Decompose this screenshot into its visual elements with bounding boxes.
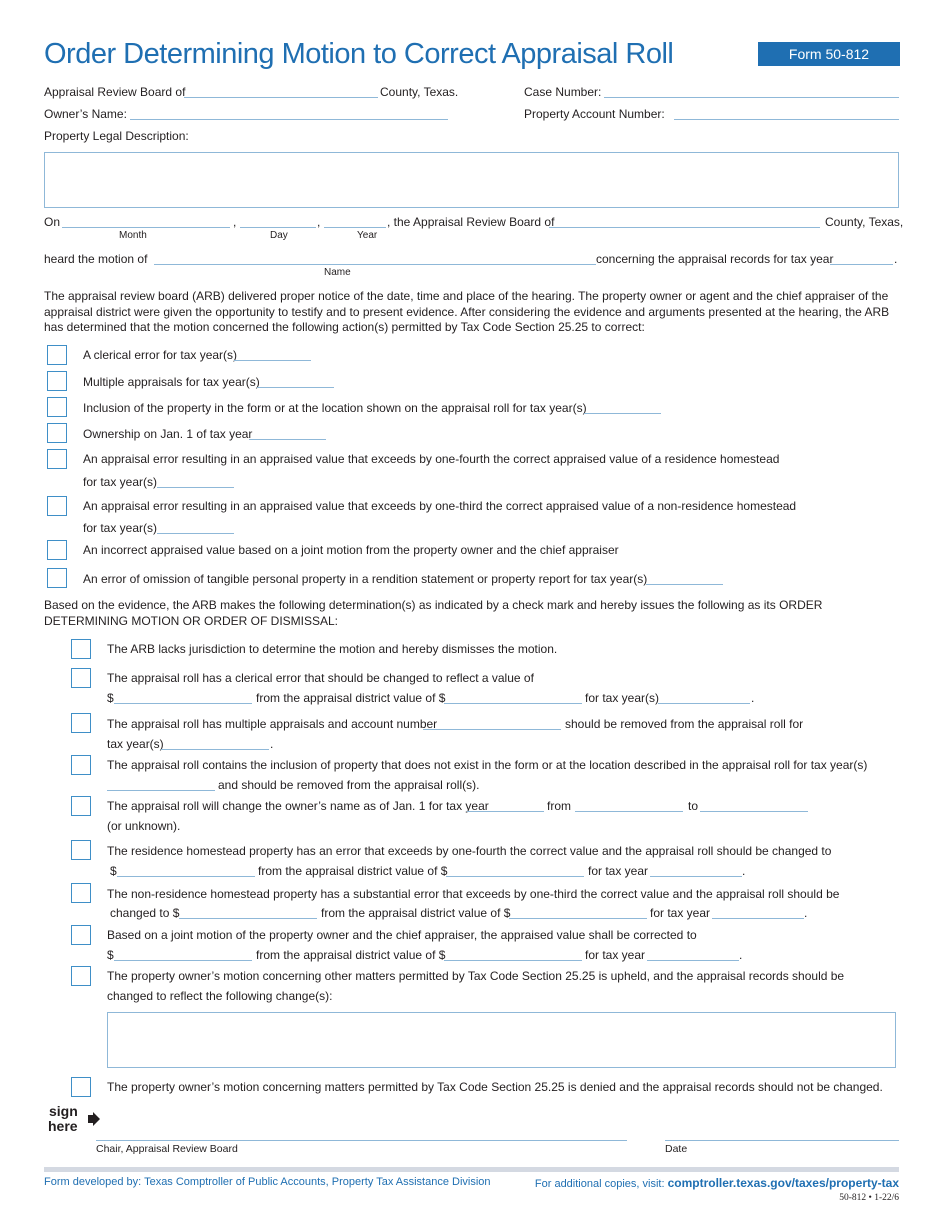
case-number-input[interactable] bbox=[604, 97, 899, 98]
or-unknown-label: (or unknown). bbox=[107, 819, 181, 833]
clerical-change-checkbox[interactable] bbox=[71, 668, 91, 688]
copies-prefix: For additional copies, visit: bbox=[534, 1178, 665, 1190]
joint-motion-district-value-input[interactable] bbox=[444, 960, 582, 961]
removed-from-rolls-label: and should be removed from the appraisal roll(s). bbox=[218, 778, 480, 792]
additional-copies-text bbox=[535, 1176, 899, 1190]
changed-to-label: changed to $ bbox=[110, 906, 180, 920]
from-district-value-label: from the appraisal district value of $ bbox=[256, 691, 446, 705]
year-input[interactable] bbox=[324, 227, 386, 228]
residence-homestead-error-checkbox[interactable] bbox=[47, 449, 67, 469]
form-code: 50-812 • 1-22/6 bbox=[839, 1193, 899, 1203]
residence-homestead-change-label: The residence homestead property has an error that exceeds by one-fourth the correct value and the appraisal roll should be changed to bbox=[107, 844, 832, 858]
residence-new-value-input[interactable] bbox=[117, 876, 255, 877]
nonexistent-property-label: The appraisal roll contains the inclusion of property that does not exist in the form or at the location described in the appraisal roll for tax year(s) bbox=[107, 758, 868, 772]
joint-motion-label: An incorrect appraised value based on a joint motion from the property owner and the chief appraiser bbox=[83, 543, 619, 557]
non-residence-district-value-input[interactable] bbox=[509, 918, 647, 919]
period-label: . bbox=[894, 252, 898, 266]
new-owner-input[interactable] bbox=[700, 811, 808, 812]
property-account-number-input[interactable] bbox=[674, 119, 899, 120]
ownership-checkbox[interactable] bbox=[47, 423, 67, 443]
case-number-label: Case Number: bbox=[524, 85, 602, 99]
heard-motion-label: heard the motion of bbox=[44, 252, 148, 266]
month-caption: Month bbox=[119, 230, 147, 241]
other-matters-upheld-label: The property owner’s motion concerning other matters permitted by Tax Code Section 25.25 is upheld, and the appraisal records should be bbox=[107, 969, 845, 983]
motion-denied-checkbox[interactable] bbox=[71, 1077, 91, 1097]
residence-homestead-tax-label: for tax year(s) bbox=[83, 475, 158, 489]
name-caption: Name bbox=[324, 267, 351, 278]
account-number-input[interactable] bbox=[423, 729, 561, 730]
period-label: . bbox=[751, 691, 755, 705]
removed-from-roll-label: should be removed from the appraisal roll for bbox=[565, 717, 804, 731]
from-district-value-label: from the appraisal district value of $ bbox=[321, 906, 511, 920]
comma-label: , bbox=[317, 215, 321, 229]
footer-divider bbox=[44, 1167, 899, 1172]
determination-paragraph: Based on the evidence, the ARB makes the following determination(s) as indicated by a check mark and hereby issues the following as its ORDER DETERMINING MOTION OR ORDER OF DISMISSAL: bbox=[44, 598, 823, 628]
county-texas-label: County, Texas. bbox=[380, 85, 459, 99]
residence-homestead-tax-year-input[interactable] bbox=[157, 487, 234, 488]
ownership-label: Ownership on Jan. 1 of tax year bbox=[83, 427, 253, 441]
clerical-error-checkbox[interactable] bbox=[47, 345, 67, 365]
non-residence-homestead-change-checkbox[interactable] bbox=[71, 883, 91, 903]
previous-owner-input[interactable] bbox=[575, 811, 683, 812]
multiple-appraisals-checkbox[interactable] bbox=[47, 371, 67, 391]
residence-homestead-error-label: An appraisal error resulting in an appraised value that exceeds by one-fourth the correct appraised value of a residence homestead bbox=[83, 452, 780, 466]
owners-name-input[interactable] bbox=[130, 119, 448, 120]
omission-tax-year-input[interactable] bbox=[646, 584, 723, 585]
following-changes-label: changed to reflect the following change(s): bbox=[107, 989, 333, 1003]
multiple-appraisals-removal-tax-year-input[interactable] bbox=[161, 749, 269, 750]
here-label: here bbox=[48, 1118, 78, 1134]
period-label: . bbox=[270, 737, 274, 751]
clerical-error-tax-year-input[interactable] bbox=[234, 360, 311, 361]
clerical-district-value-input[interactable] bbox=[444, 703, 582, 704]
residence-district-value-input[interactable] bbox=[446, 876, 584, 877]
owner-name-change-checkbox[interactable] bbox=[71, 796, 91, 816]
arb-county-input[interactable] bbox=[184, 97, 378, 98]
comma-label: , bbox=[233, 215, 237, 229]
day-caption: Day bbox=[270, 230, 288, 241]
from-district-value-label: from the appraisal district value of $ bbox=[256, 948, 446, 962]
concerning-label: concerning the appraisal records for tax year bbox=[596, 252, 834, 266]
motion-denied-label: The property owner’s motion concerning matters permitted by Tax Code Section 25.25 is denied and the appraisal records should not be changed. bbox=[107, 1080, 883, 1094]
tax-years-label: tax year(s) bbox=[107, 737, 164, 751]
joint-motion-correction-checkbox[interactable] bbox=[71, 925, 91, 945]
non-residence-homestead-change-label: The non-residence homestead property has a substantial error that exceeds by one-third the correct value and the appraisal roll should be bbox=[107, 887, 840, 901]
from-label: from bbox=[547, 799, 571, 813]
joint-motion-checkbox[interactable] bbox=[47, 540, 67, 560]
inclusion-tax-year-input[interactable] bbox=[584, 413, 661, 414]
residence-homestead-change-checkbox[interactable] bbox=[71, 840, 91, 860]
hearing-county-texas-label: County, Texas, bbox=[825, 215, 904, 229]
omission-checkbox[interactable] bbox=[47, 568, 67, 588]
ownership-tax-year-input[interactable] bbox=[249, 439, 326, 440]
for-tax-years-label: for tax year(s) bbox=[585, 691, 660, 705]
non-residence-homestead-error-label: An appraisal error resulting in an appraised value that exceeds by one-third the correct appraised value of a non-residence homestead bbox=[83, 499, 797, 513]
period-label: . bbox=[739, 948, 743, 962]
for-tax-year-label: for tax year bbox=[650, 906, 711, 920]
developed-by-text: Form developed by: Texas Comptroller of Public Accounts, Property Tax Assistance Division bbox=[44, 1176, 491, 1188]
property-account-number-label: Property Account Number: bbox=[524, 107, 665, 121]
page-title: Order Determining Motion to Correct Appraisal Roll bbox=[44, 38, 674, 70]
from-district-value-label: from the appraisal district value of $ bbox=[258, 864, 448, 878]
owner-name-change-label: The appraisal roll will change the owner’s name as of Jan. 1 for tax year bbox=[107, 799, 489, 813]
owner-name-change-tax-year-input[interactable] bbox=[467, 811, 544, 812]
joint-motion-tax-year-input[interactable] bbox=[647, 960, 739, 961]
inclusion-label: Inclusion of the property in the form or at the location shown on the appraisal roll for tax year(s) bbox=[83, 401, 587, 415]
intro-paragraph: The appraisal review board (ARB) delivered proper notice of the date, time and place of the hearing. The property owner or agent and the chief appraiser of the appraisal district were given the opportunity to testify and to present evidence. After considering the evidence and arguments presented at the hearing, the ARB has determined that the motion concerned the following action(s) permitted by Tax Code Section 25.25 to correct: bbox=[44, 289, 890, 334]
joint-motion-new-value-input[interactable] bbox=[114, 960, 252, 961]
owners-name-label: Owner’s Name: bbox=[44, 107, 127, 121]
lacks-jurisdiction-label: The ARB lacks jurisdiction to determine the motion and hereby dismisses the motion. bbox=[107, 642, 558, 656]
clerical-new-value-input[interactable] bbox=[114, 703, 252, 704]
form-number-label: Form 50-812 bbox=[788, 46, 870, 62]
non-residence-homestead-tax-label: for tax year(s) bbox=[83, 521, 158, 535]
period-label: . bbox=[804, 906, 808, 920]
year-caption: Year bbox=[357, 230, 378, 241]
for-tax-year-label: for tax year bbox=[585, 948, 646, 962]
joint-motion-correction-label: Based on a joint motion of the property owner and the chief appraiser, the appraised value shall be corrected to bbox=[107, 928, 697, 942]
multiple-appraisals-tax-year-input[interactable] bbox=[257, 387, 334, 388]
motion-name-input[interactable] bbox=[154, 264, 596, 265]
arrow-right-icon bbox=[88, 1112, 100, 1126]
multiple-appraisals-removal-checkbox[interactable] bbox=[71, 713, 91, 733]
dollar-label: $ bbox=[110, 864, 117, 878]
clerical-tax-year-input[interactable] bbox=[658, 703, 750, 704]
period-label: . bbox=[742, 864, 746, 878]
date-label: Date bbox=[665, 1143, 688, 1155]
property-legal-description-label: Property Legal Description: bbox=[44, 129, 189, 143]
clerical-error-label: A clerical error for tax year(s) bbox=[83, 348, 238, 362]
to-label: to bbox=[688, 799, 699, 813]
dollar-label: $ bbox=[107, 691, 114, 705]
multiple-appraisals-label: Multiple appraisals for tax year(s) bbox=[83, 375, 260, 389]
non-residence-homestead-error-checkbox[interactable] bbox=[47, 496, 67, 516]
following-changes-input[interactable] bbox=[107, 1012, 896, 1068]
lacks-jurisdiction-checkbox[interactable] bbox=[71, 639, 91, 659]
chair-label: Chair, Appraisal Review Board bbox=[96, 1143, 238, 1155]
day-input[interactable] bbox=[240, 227, 316, 228]
for-tax-year-label: for tax year bbox=[588, 864, 649, 878]
tax-year-input[interactable] bbox=[830, 264, 893, 265]
property-legal-description-input[interactable] bbox=[44, 152, 899, 208]
dollar-label: $ bbox=[107, 948, 114, 962]
signature-date-input[interactable] bbox=[665, 1140, 899, 1141]
non-residence-tax-year-input[interactable] bbox=[712, 918, 804, 919]
nonexistent-property-checkbox[interactable] bbox=[71, 755, 91, 775]
on-label: On bbox=[44, 215, 61, 229]
non-residence-new-value-input[interactable] bbox=[179, 918, 317, 919]
hearing-county-input[interactable] bbox=[549, 227, 820, 228]
non-residence-homestead-tax-year-input[interactable] bbox=[157, 533, 234, 534]
month-input[interactable] bbox=[62, 227, 230, 228]
inclusion-checkbox[interactable] bbox=[47, 397, 67, 417]
chair-signature-input[interactable] bbox=[96, 1140, 627, 1141]
comptroller-link[interactable]: comptroller.texas.gov/taxes/property-tax bbox=[667, 1176, 899, 1190]
nonexistent-property-tax-year-input[interactable] bbox=[107, 790, 215, 791]
arb-of-label: Appraisal Review Board of bbox=[44, 85, 186, 99]
omission-label: An error of omission of tangible personal property in a rendition statement or property report for tax year(s) bbox=[83, 572, 648, 586]
hearing-arb-of-label: , the Appraisal Review Board of bbox=[387, 215, 555, 229]
clerical-change-label: The appraisal roll has a clerical error that should be changed to reflect a value of bbox=[107, 671, 534, 685]
sign-here-marker bbox=[48, 1104, 78, 1134]
other-matters-upheld-checkbox[interactable] bbox=[71, 966, 91, 986]
sign-label: sign bbox=[49, 1103, 78, 1119]
multiple-appraisals-removal-label: The appraisal roll has multiple appraisals and account number bbox=[107, 717, 438, 731]
residence-tax-year-input[interactable] bbox=[650, 876, 742, 877]
